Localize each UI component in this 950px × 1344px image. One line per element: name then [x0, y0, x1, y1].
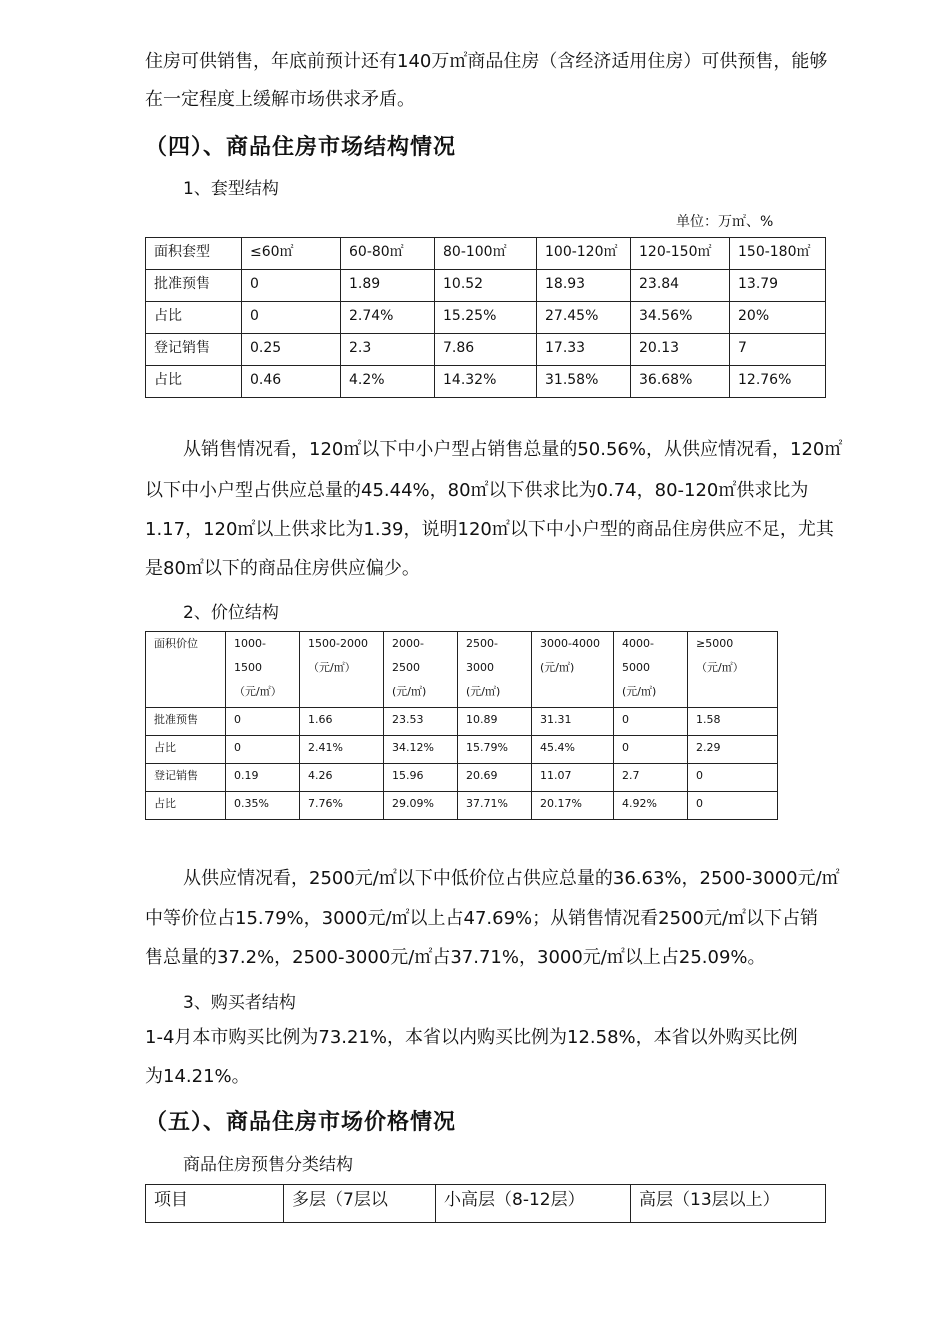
table-cell: 批准预售: [146, 708, 226, 736]
table-cell: 37.71%: [458, 792, 532, 820]
table-row: [146, 302, 826, 334]
table-cell: 18.93: [537, 270, 631, 302]
table-cell: 4.26: [300, 764, 384, 792]
table-header-cell: 80-100㎡: [435, 238, 537, 270]
table-header-cell: 小高层（8-12层）: [436, 1185, 631, 1223]
table-cell: 4.2%: [341, 366, 435, 398]
table-cell: 2.74%: [341, 302, 435, 334]
table-cell: 0.35%: [226, 792, 300, 820]
table-cell: 14.32%: [435, 366, 537, 398]
table-cell: 20.17%: [532, 792, 614, 820]
table-cell: 登记销售: [146, 764, 226, 792]
subsection-price-title: 2、价位结构: [183, 603, 279, 623]
table-cell: 2.29: [688, 736, 778, 764]
table-header-cell: 项目: [146, 1185, 284, 1223]
table-row: [146, 366, 826, 398]
table-cell: 31.31: [532, 708, 614, 736]
table-header-cell: 120-150㎡: [631, 238, 730, 270]
intro-line-2: 在一定程度上缓解市场供求矛盾。: [145, 89, 415, 110]
table-cell: 20%: [730, 302, 826, 334]
table-cell: 7.86: [435, 334, 537, 366]
table-cell: 2.3: [341, 334, 435, 366]
table-cell: 1.89: [341, 270, 435, 302]
table-cell: 15.79%: [458, 736, 532, 764]
table-header-cell: 150-180㎡: [730, 238, 826, 270]
table-cell: 45.4%: [532, 736, 614, 764]
table-cell: 0: [614, 736, 688, 764]
unit-type-para-line-3: 1.17，120㎡以上供求比为1.39，说明120㎡以下中小户型的商品住房供应不足，尤其: [145, 519, 834, 540]
table-cell: 15.25%: [435, 302, 537, 334]
table-cell: 23.84: [631, 270, 730, 302]
table-cell: 占比: [146, 366, 242, 398]
table-cell: 占比: [146, 302, 242, 334]
table-cell: 20.13: [631, 334, 730, 366]
table-cell: 登记销售: [146, 334, 242, 366]
table-header-cell: 3000-4000 (元/㎡): [532, 632, 614, 708]
table-header-cell: 60-80㎡: [341, 238, 435, 270]
table-cell: 11.07: [532, 764, 614, 792]
table-header-cell: 高层（13层以上）: [631, 1185, 826, 1223]
table-cell: 7: [730, 334, 826, 366]
section-5-heading: （五）、商品住房市场价格情况: [145, 1110, 457, 1135]
table-cell: 0: [688, 792, 778, 820]
table-cell: 占比: [146, 792, 226, 820]
buyer-para-line-1: 1-4月本市购买比例为73.21%，本省以内购买比例为12.58%，本省以外购买比例: [145, 1027, 798, 1048]
price-table: [145, 631, 778, 820]
section-5-subtitle: 商品住房预售分类结构: [183, 1155, 353, 1175]
unit-type-para-line-4: 是80㎡以下的商品住房供应偏少。: [145, 558, 420, 579]
table-header-row: [146, 632, 778, 708]
table-cell: 2.41%: [300, 736, 384, 764]
table-row: [146, 708, 778, 736]
table-header-cell: 面积价位: [146, 632, 226, 708]
price-para-line-3: 售总量的37.2%，2500-3000元/㎡占37.71%，3000元/㎡以上占25.09%。: [145, 947, 766, 968]
price-para-line-2: 中等价位占15.79%，3000元/㎡以上占47.69%；从销售情况看2500元/㎡以下占销: [145, 908, 819, 929]
table-cell: 占比: [146, 736, 226, 764]
table-row: [146, 736, 778, 764]
table-header-cell: ≥5000 （元/㎡）: [688, 632, 778, 708]
table-cell: 10.52: [435, 270, 537, 302]
table-cell: 23.53: [384, 708, 458, 736]
table-cell: 4.92%: [614, 792, 688, 820]
table-header-cell: ≤60㎡: [242, 238, 341, 270]
table-cell: 1.66: [300, 708, 384, 736]
table-cell: 0: [242, 270, 341, 302]
table-cell: 29.09%: [384, 792, 458, 820]
table-cell: 36.68%: [631, 366, 730, 398]
table-cell: 7.76%: [300, 792, 384, 820]
table-cell: 13.79: [730, 270, 826, 302]
table-header-row: [146, 1185, 826, 1223]
table-row: [146, 334, 826, 366]
table-header-cell: 面积套型: [146, 238, 242, 270]
table-cell: 0: [688, 764, 778, 792]
table-cell: 0.46: [242, 366, 341, 398]
table-cell: 批准预售: [146, 270, 242, 302]
table-row: [146, 764, 778, 792]
intro-line-1: 住房可供销售，年底前预计还有140万㎡商品住房（含经济适用住房）可供预售，能够: [145, 51, 828, 72]
table-header-cell: 多层（7层以: [284, 1185, 436, 1223]
table-row: [146, 792, 778, 820]
table-header-row: [146, 238, 826, 270]
table-row: [146, 270, 826, 302]
table-cell: 0.19: [226, 764, 300, 792]
table-header-cell: 1000- 1500 （元/㎡）: [226, 632, 300, 708]
table-header-cell: 2500- 3000 (元/㎡): [458, 632, 532, 708]
price-para-line-1: 从供应情况看，2500元/㎡以下中低价位占供应总量的36.63%，2500-3000元/㎡: [183, 868, 840, 889]
unit-type-table: [145, 237, 826, 398]
table-cell: 20.69: [458, 764, 532, 792]
table-cell: 34.12%: [384, 736, 458, 764]
unit-type-para-line-1: 从销售情况看，120㎡以下中小户型占销售总量的50.56%，从供应情况看，120㎡: [183, 439, 843, 460]
table-header-cell: 1500-2000 （元/㎡）: [300, 632, 384, 708]
table-cell: 10.89: [458, 708, 532, 736]
table-cell: 17.33: [537, 334, 631, 366]
presale-structure-table: [145, 1184, 826, 1223]
table-header-cell: 2000- 2500 (元/㎡): [384, 632, 458, 708]
subsection-buyer-title: 3、购买者结构: [183, 993, 296, 1013]
subsection-unit-type-title: 1、套型结构: [183, 179, 279, 199]
table-cell: 0: [226, 736, 300, 764]
table-cell: 0.25: [242, 334, 341, 366]
table-header-cell: 4000- 5000 (元/㎡): [614, 632, 688, 708]
table-cell: 2.7: [614, 764, 688, 792]
table-cell: 0: [242, 302, 341, 334]
section-4-heading: （四）、商品住房市场结构情况: [145, 135, 457, 160]
table-cell: 0: [614, 708, 688, 736]
table-header-cell: 100-120㎡: [537, 238, 631, 270]
buyer-para-line-2: 为14.21%。: [145, 1066, 250, 1087]
table-cell: 0: [226, 708, 300, 736]
unit-label: 单位：万㎡、%: [676, 214, 774, 230]
table-cell: 1.58: [688, 708, 778, 736]
unit-type-para-line-2: 以下中小户型占供应总量的45.44%，80㎡以下供求比为0.74，80-120㎡供求比为: [145, 480, 809, 501]
table-cell: 12.76%: [730, 366, 826, 398]
table-cell: 31.58%: [537, 366, 631, 398]
table-cell: 34.56%: [631, 302, 730, 334]
table-cell: 27.45%: [537, 302, 631, 334]
table-cell: 15.96: [384, 764, 458, 792]
